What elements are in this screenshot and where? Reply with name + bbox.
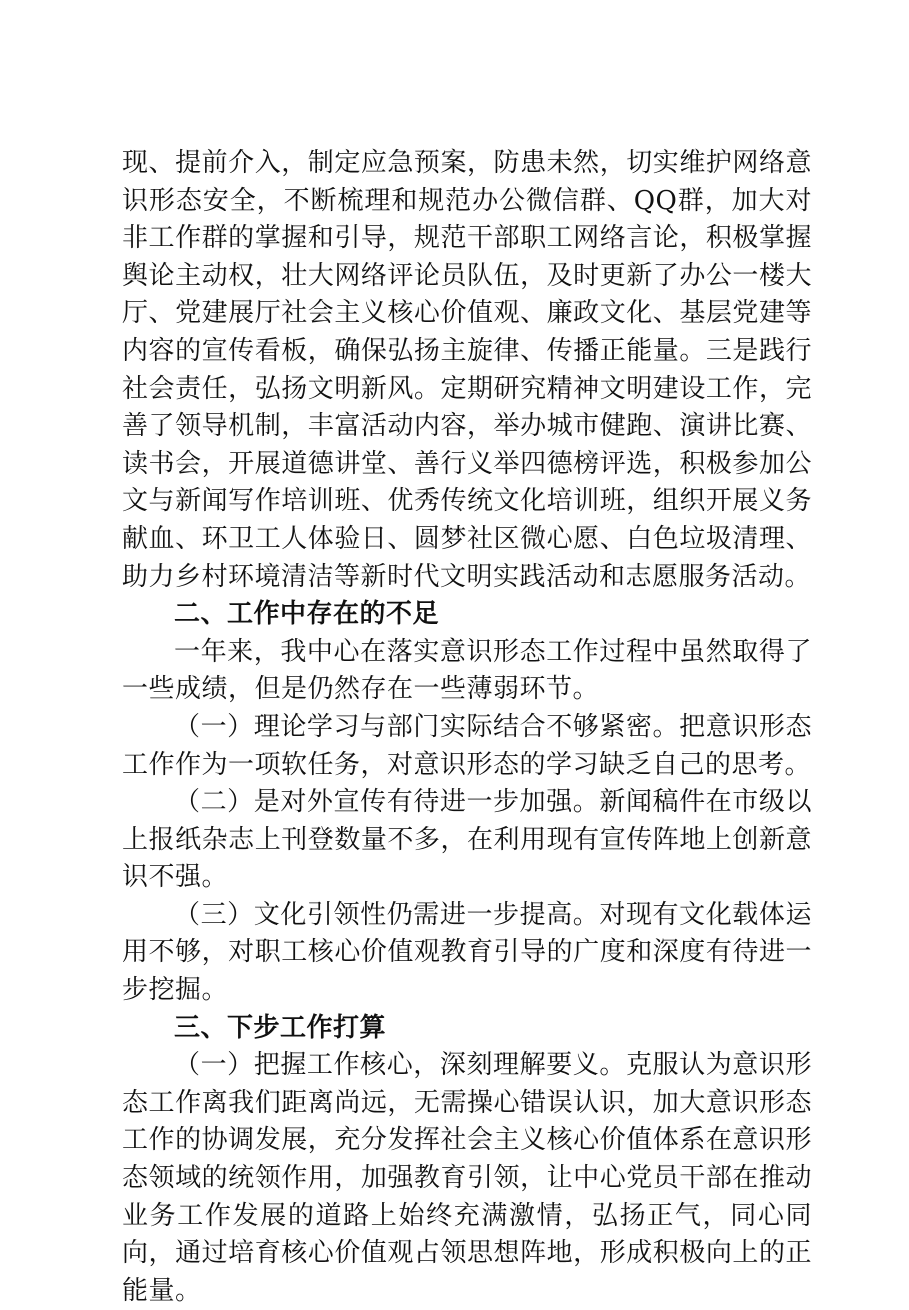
paragraph-section2-intro: 一年来，我中心在落实意识形态工作过程中虽然取得了一些成绩，但是仍然存在一些薄弱环节。 <box>122 636 812 705</box>
paragraph-section2-item-2: （二）是对外宣传有待进一步加强。新闻稿件在市级以上报纸杂志上刊登数量不多，在利用现有宣传阵地上创新意识不强。 <box>122 787 812 893</box>
paragraph-continued: 现、提前介入，制定应急预案，防患未然，切实维护网络意识形态安全，不断梳理和规范办公微信群、QQ群，加大对非工作群的掌握和引导，规范干部职工网络言论，积极掌握舆论主动权，壮大网络评论员队伍，及时更新了办公一楼大厅、党建展厅社会主义核心价值观、廉政文化、基层党建等内容的宣传看板，确保弘扬主旋律、传播正能量。三是践行社会责任，弘扬文明新风。定期研究精神文明建设工作，完善了领导机制，丰富活动内容，举办城市健跑、演讲比赛、读书会，开展道德讲堂、善行义举四德榜评选，积极参加公文与新闻写作培训班、优秀传统文化培训班，组织开展义务献血、环卫工人体验日、圆梦社区微心愿、白色垃圾清理、助力乡村环境清洁等新时代文明实践活动和志愿服务活动。 <box>122 148 812 592</box>
paragraph-section3-item-1: （一）把握工作核心，深刻理解要义。克服认为意识形态工作离我们距离尚远，无需操心错误认识，加大意识形态工作的协调发展，充分发挥社会主义核心价值体系在意识形态领域的统领作用，加强教育引领，让中心党员干部在推动业务工作发展的道路上始终充满激情，弘扬正气，同心同向，通过培育核心价值观占领思想阵地，形成积极向上的正能量。 <box>122 1050 812 1306</box>
section-heading-2: 二、工作中存在的不足 <box>174 599 440 630</box>
paragraph-section2-item-3: （三）文化引领性仍需进一步提高。对现有文化载体运用不够，对职工核心价值观教育引导的广度和深度有待进一步挖掘。 <box>122 899 812 1006</box>
section-heading-3: 三、下步工作打算 <box>174 1012 387 1043</box>
document-body <box>122 145 812 1310</box>
paragraph-section2-item-1: （一）理论学习与部门实际结合不够紧密。把意识形态工作作为一项软任务，对意识形态的学习缺乏自己的思考。 <box>122 711 812 780</box>
